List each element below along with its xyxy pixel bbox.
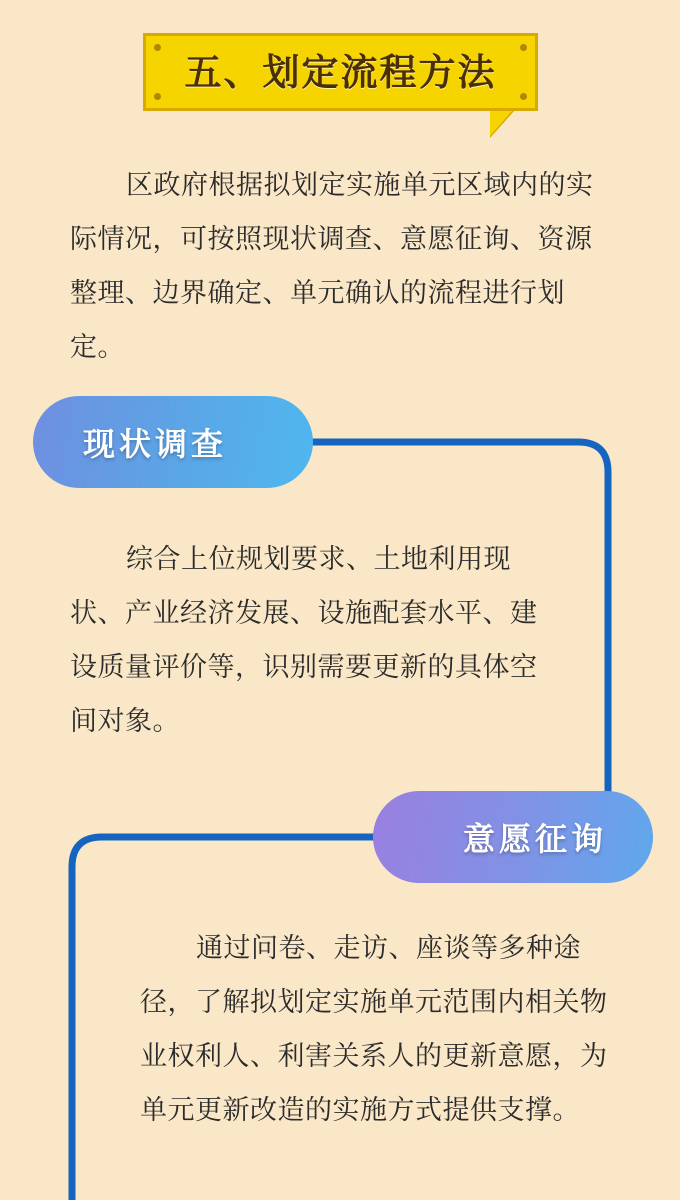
intro-paragraph: 区政府根据拟划定实施单元区域内的实际情况，可按照现状调查、意愿征询、资源整理、边界确定、单元确认的流程进行划定。 xyxy=(70,170,594,362)
banner-corner-dot-icon xyxy=(154,93,161,100)
banner-corner-dot-icon xyxy=(520,93,527,100)
banner-body xyxy=(143,33,538,111)
page-title: 五、划定流程方法 xyxy=(184,51,497,93)
section-title-banner xyxy=(143,33,538,133)
step-body-2: 通过问卷、走访、座谈等多种途径，了解拟划定实施单元范围内相关物业权利人、利害关系人的更新意愿，为单元更新改造的实施方式提供支撑。 xyxy=(140,933,608,1125)
step-pill-2 xyxy=(373,791,653,883)
banner-tail xyxy=(490,111,512,136)
banner-corner-dot-icon xyxy=(154,44,161,51)
step-body-1: 综合上位规划要求、土地利用现状、产业经济发展、设施配套水平、建设质量评价等，识别需要更新的具体空间对象。 xyxy=(70,544,538,736)
banner-corner-dot-icon xyxy=(520,44,527,51)
step-label-2: 意愿征询 xyxy=(462,821,607,857)
step-label-1: 现状调查 xyxy=(83,426,228,462)
step-pill-1 xyxy=(33,396,313,488)
